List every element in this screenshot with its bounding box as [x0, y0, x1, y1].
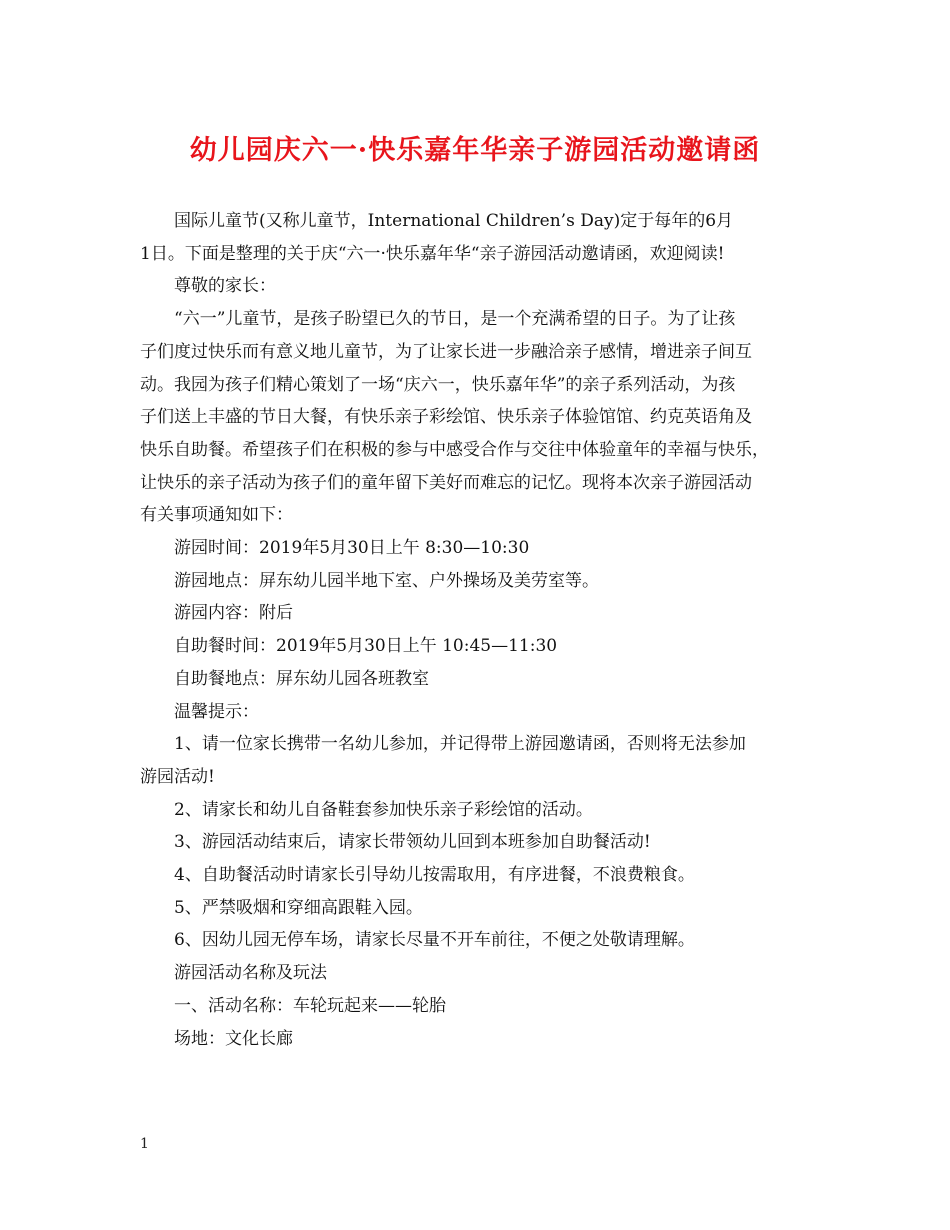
main-paragraph-line: 让快乐的亲子活动为孩子们的童年留下美好而难忘的记忆。现将本次亲子游园活动 [140, 472, 752, 493]
document-body [140, 205, 812, 1055]
detail-content: 游园内容：附后 [174, 603, 293, 624]
activity-name: 一、活动名称：车轮玩起来——轮胎 [174, 995, 446, 1016]
main-paragraph-line: 子们送上丰盛的节日大餐，有快乐亲子彩绘馆、快乐亲子体验馆馆、约克英语角及 [140, 407, 752, 428]
main-paragraph [140, 303, 812, 532]
tip-item: 4、自助餐活动时请家长引导幼儿按需取用，有序进餐，不浪费粮食。 [174, 865, 695, 886]
intro-paragraph [140, 205, 812, 270]
activities-heading: 游园活动名称及玩法 [174, 963, 327, 984]
intro-line: 1日。下面是整理的关于庆“六一·快乐嘉年华“亲子游园活动邀请函，欢迎阅读! [140, 243, 725, 264]
activity-venue: 场地：文化长廊 [174, 1028, 293, 1049]
tip-item [140, 728, 812, 793]
tip-item: 6、因幼儿园无停车场，请家长尽量不开车前往，不便之处敬请理解。 [174, 930, 695, 951]
document-title: 幼儿园庆六一·快乐嘉年华亲子游园活动邀请函 [189, 135, 761, 166]
tip-item: 5、严禁吸烟和穿细高跟鞋入园。 [174, 897, 423, 918]
main-paragraph-line: “六一”儿童节，是孩子盼望已久的节日，是一个充满希望的日子。为了让孩 [174, 309, 736, 330]
intro-line: 国际儿童节(又称儿童节，International Children’s Day)定于每年的6月 [174, 211, 734, 231]
detail-buffet-location: 自助餐地点：屏东幼儿园各班教室 [174, 668, 429, 689]
tip-line: 游园活动! [140, 766, 215, 787]
salutation: 尊敬的家长： [174, 276, 276, 297]
main-paragraph-line: 动。我园为孩子们精心策划了一场“庆六一，快乐嘉年华”的亲子系列活动，为孩 [140, 374, 736, 395]
main-paragraph-line: 快乐自助餐。希望孩子们在积极的参与中感受合作与交往中体验童年的幸福与快乐， [140, 439, 769, 460]
tip-line: 1、请一位家长携带一名幼儿参加，并记得带上游园邀请函，否则将无法参加 [174, 734, 746, 755]
detail-time: 游园时间：2019年5月30日上午 8:30—10:30 [174, 538, 530, 559]
page-number: 1 [140, 1136, 149, 1152]
tip-item: 3、游园活动结束后，请家长带领幼儿回到本班参加自助餐活动! [174, 832, 651, 853]
detail-buffet-time: 自助餐时间：2019年5月30日上午 10:45—11:30 [174, 636, 558, 657]
main-paragraph-line: 子们度过快乐而有意义地儿童节，为了让家长进一步融洽亲子感情，增进亲子间互 [140, 341, 752, 362]
main-paragraph-line: 有关事项通知如下： [140, 505, 293, 526]
tip-item: 2、请家长和幼儿自备鞋套参加快乐亲子彩绘馆的活动。 [174, 799, 593, 820]
tips-heading: 温馨提示： [174, 701, 259, 722]
detail-location: 游园地点：屏东幼儿园半地下室、户外操场及美劳室等。 [174, 570, 599, 591]
